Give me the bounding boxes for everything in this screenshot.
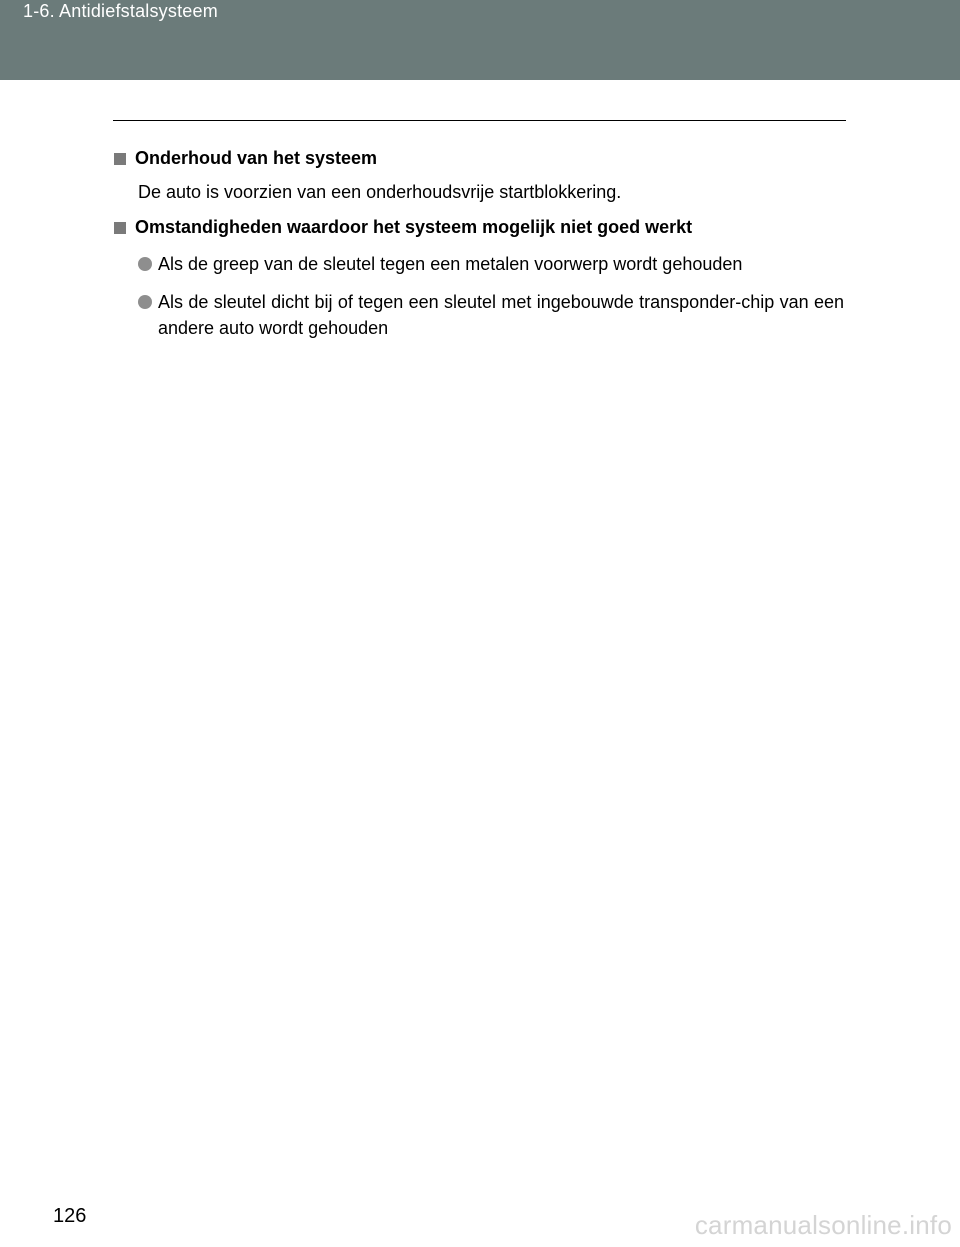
list-item [138,289,844,341]
circle-bullet-icon [138,257,152,271]
top-divider [113,120,846,121]
square-bullet-icon [114,153,126,165]
square-bullet-icon [114,222,126,234]
watermark: carmanualsonline.info [694,1210,952,1240]
header-band [0,0,960,80]
list-item [138,251,844,277]
page-content [114,146,844,341]
section-heading-text: Omstandigheden waardoor het systeem mogelijk niet goed werkt [135,217,693,237]
section-heading-conditions [114,215,844,239]
section-paragraph: De auto is voorzien van een onderhoudsvrije startblokkering. [138,182,622,202]
page-number: 126 [53,1205,87,1227]
circle-bullet-icon [138,295,152,309]
section-heading-maintenance [114,146,844,170]
list-item-text: Als de sleutel dicht bij of tegen een sleutel met ingebouwde transponder-chip van een andere auto wordt gehouden [158,292,844,338]
list-item-text: Als de greep van de sleutel tegen een metalen voorwerp wordt gehouden [158,254,743,274]
section-title: 1-6. Antidiefstalsysteem [23,1,218,21]
section-heading-text: Onderhoud van het systeem [135,148,378,168]
